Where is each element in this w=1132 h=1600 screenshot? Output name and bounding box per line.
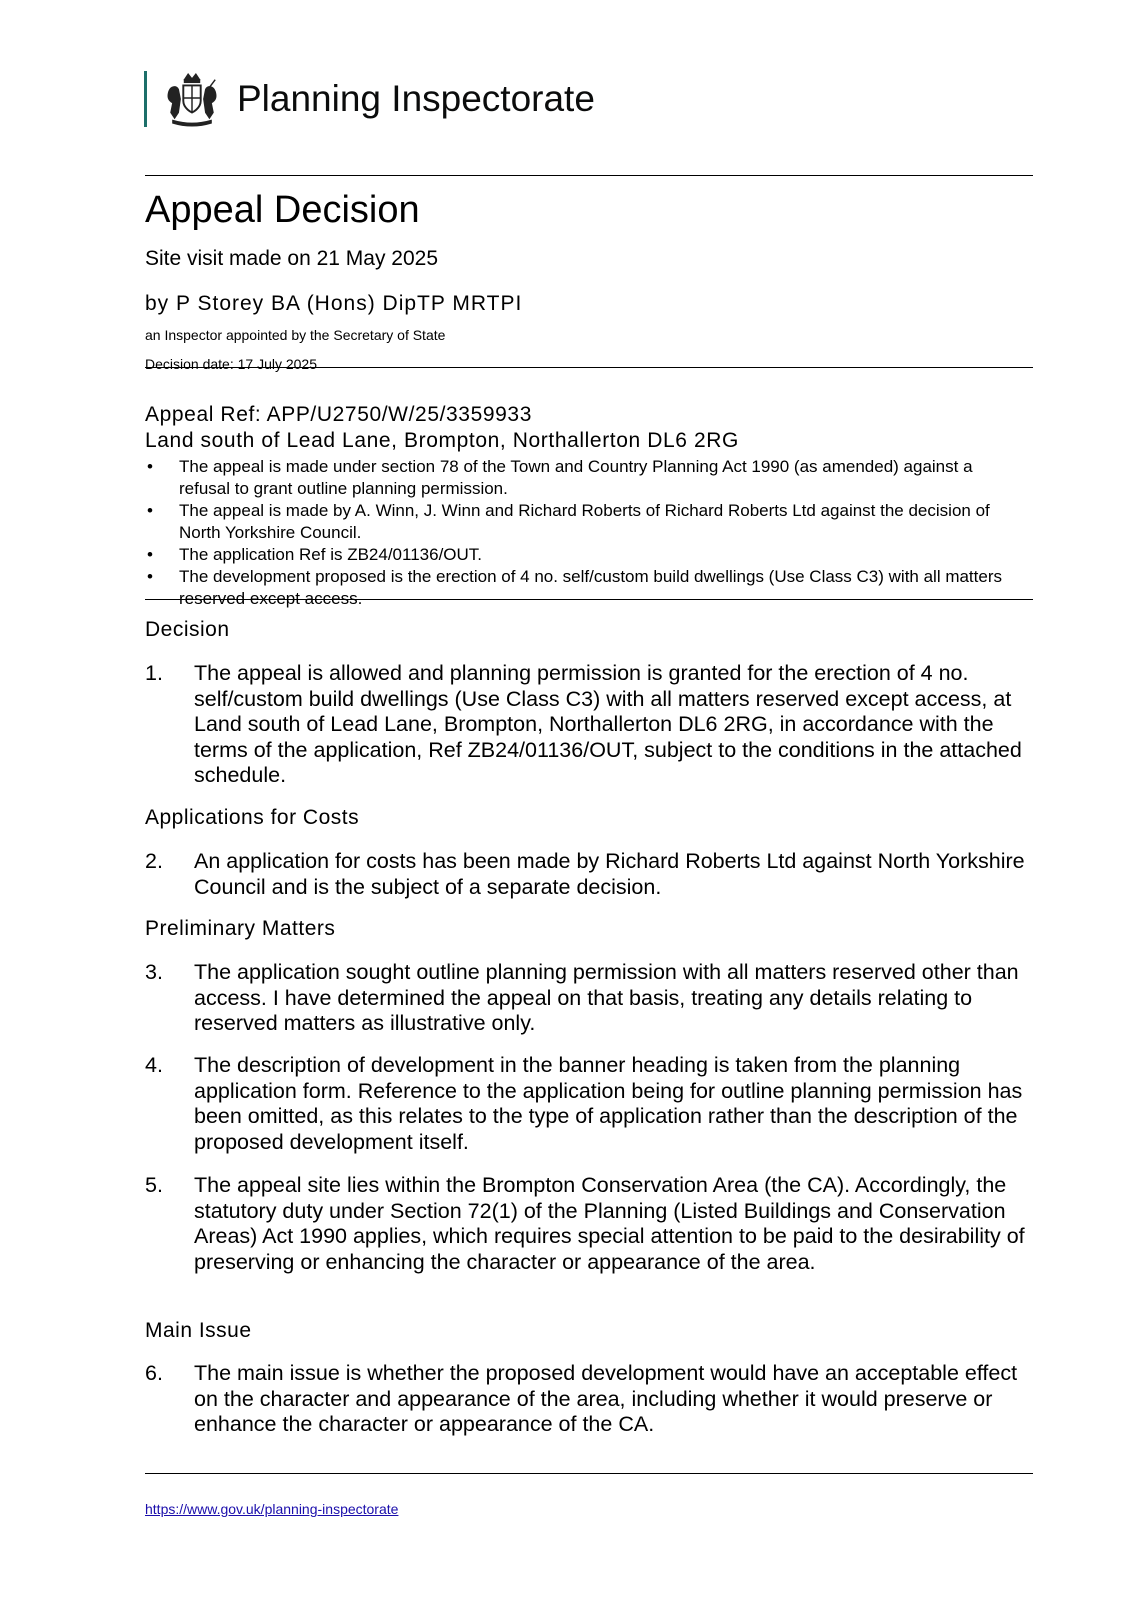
section-heading-preliminary: Preliminary Matters [145,917,336,940]
list-item: • The appeal is made by A. Winn, J. Winn and Richard Roberts of Richard Roberts Ltd against the decision of North Yorkshire Council. [145,500,1025,544]
paragraph-text: The appeal is allowed and planning permission is granted for the erection of 4 no. self/custom build dwellings (Use Class C3) with all matters reserved except access, at Land south of Lead Lane, Brompton, Northallerton DL6 2RG, in accordance with the terms of the application, Ref ZB24/01136/OUT, subject to the conditions in the attached schedule. [194,661,1022,787]
appeal-ref: Appeal Ref: APP/U2750/W/25/3359933 [145,403,532,426]
paragraph-number: 2. [145,849,163,873]
page-title: Appeal Decision [145,189,420,231]
site-address: Land south of Lead Lane, Brompton, Northallerton DL6 2RG [145,429,739,452]
list-item: • The appeal is made under section 78 of the Town and Country Planning Act 1990 (as amended) against a refusal to grant outline planning permission. [145,456,1025,500]
paragraph-text: The appeal site lies within the Brompton Conservation Area (the CA). Accordingly, the statutory duty under Section 72(1) of the Planning (Listed Buildings and Conservation Areas) Act 1990 applies, which requires special attention to be paid to the desirability of preserving or enhancing the character or appearance of the area. [194,1173,1025,1274]
section-heading-costs: Applications for Costs [145,806,360,829]
paragraph-number: 4. [145,1053,163,1077]
section-heading-decision: Decision [145,618,230,641]
inspector-appointment: an Inspector appointed by the Secretary of State [145,327,446,343]
paragraph-number: 3. [145,960,163,984]
logo-accent-bar [144,71,147,127]
header-divider [145,175,1033,176]
org-name: Planning Inspectorate [237,78,595,119]
appeal-reference-block [145,402,739,454]
paragraph [145,1173,1030,1275]
paragraph-text: An application for costs has been made by Richard Roberts Ltd against North Yorkshire Council and is the subject of a separate decision. [194,849,1025,899]
paragraph [145,849,1030,900]
paragraph [145,1053,1030,1155]
paragraph-number: 5. [145,1173,163,1197]
appeal-details-list [145,456,1025,610]
royal-crest-icon [163,70,221,128]
paragraph-number: 6. [145,1361,163,1385]
section-heading-main-issue: Main Issue [145,1319,252,1342]
details-divider [145,599,1033,600]
site-visit-date: Site visit made on 21 May 2025 [145,247,438,270]
paragraph-text: The application sought outline planning permission with all matters reserved other than access. I have determined the appeal on that basis, treating any details relating to reserved matters as illustrative only. [194,960,1019,1035]
inspector-name: by P Storey BA (Hons) DipTP MRTPI [145,292,523,315]
paragraph-number: 1. [145,661,163,685]
paragraph [145,1361,1030,1438]
list-item: • The application Ref is ZB24/01136/OUT. [145,544,1025,566]
meta-divider [145,367,1033,368]
paragraph [145,661,1030,789]
paragraph-text: The description of development in the banner heading is taken from the planning application form. Reference to the application being for outline planning permission has been omitted, as this relates to the type of application rather than the description of the proposed development itself. [194,1053,1023,1154]
org-logo [144,70,595,128]
paragraph [145,960,1030,1037]
decision-date: Decision date: 17 July 2025 [145,356,317,372]
list-item: • The development proposed is the erection of 4 no. self/custom build dwellings (Use Class C3) with all matters reserved except access. [145,566,1025,610]
paragraph-text: The main issue is whether the proposed development would have an acceptable effect on the character and appearance of the area, including whether it would preserve or enhance the character or appearance of the CA. [194,1361,1018,1436]
footer-website-link[interactable]: https://www.gov.uk/planning-inspectorate [145,1501,399,1517]
footer-divider [145,1473,1033,1474]
